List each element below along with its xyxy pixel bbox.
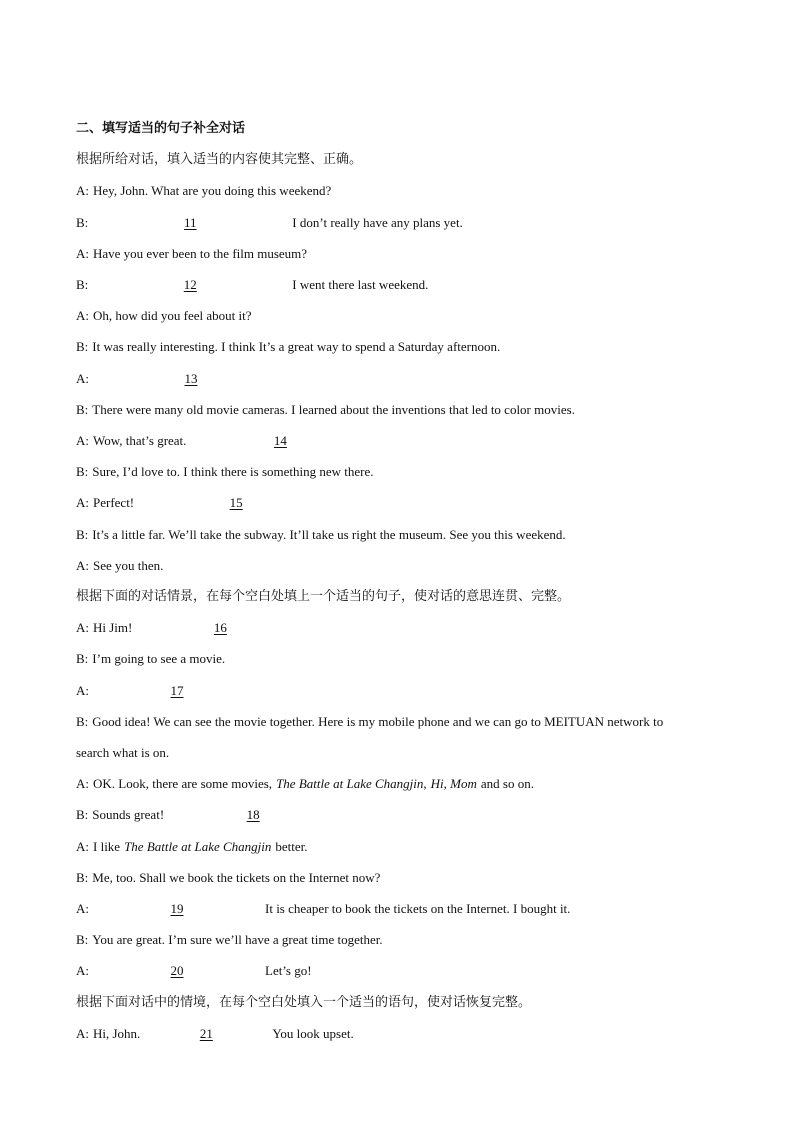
dialogue-line (76, 682, 261, 700)
dialogue-line (76, 900, 570, 918)
speaker-label: A: (76, 620, 89, 635)
line-text: You are great. I’m sure we’ll have a great time together. (92, 932, 383, 947)
answer-blank-12[interactable]: 12 (183, 277, 197, 292)
dialogue-line (76, 463, 374, 481)
speaker-label: A: (76, 371, 89, 386)
dialogue-line (76, 276, 428, 294)
line-text: There were many old movie cameras. I learned about the inventions that led to color movies. (92, 402, 575, 417)
line-text: It was really interesting. I think It’s a great way to spend a Saturday afternoon. (92, 339, 501, 354)
dialogue-line (76, 182, 331, 200)
speaker-label: B: (76, 339, 89, 354)
answer-blank-21[interactable]: 21 (199, 1026, 213, 1041)
dialogue-line (76, 775, 534, 793)
speaker-label: B: (76, 932, 89, 947)
speaker-label: A: (76, 433, 89, 448)
speaker-label: A: (76, 246, 89, 261)
dialogue-line (76, 838, 308, 856)
line-text: Perfect! (93, 495, 135, 510)
dialogue-line (76, 1025, 354, 1043)
dialogue-line (76, 869, 380, 887)
speaker-label: A: (76, 776, 89, 791)
speaker-label: B: (76, 807, 89, 822)
movie-title: The Battle at Lake Changjin (276, 776, 424, 791)
dialogue-line (76, 650, 225, 668)
dialogue-line (76, 557, 163, 575)
speaker-label: A: (76, 901, 89, 916)
line-text: It is cheaper to book the tickets on the Internet. I bought it. (265, 901, 571, 916)
dialogue-line (76, 214, 463, 232)
speaker-label: A: (76, 683, 89, 698)
speaker-label: A: (76, 495, 89, 510)
line-text: Good idea! We can see the movie together. Here is my mobile phone and we can go to MEITUAN network to (92, 714, 664, 729)
dialogue-line (76, 931, 383, 949)
dialogue-line (76, 338, 500, 356)
answer-blank-16[interactable]: 16 (213, 620, 227, 635)
line-text: See you then. (93, 558, 164, 573)
line-text: You look upset. (272, 1026, 354, 1041)
dialogue-line (76, 494, 334, 512)
line-text: search what is on. (76, 745, 170, 760)
part3-instruction: 根据下面对话中的情境，在每个空白处填入一个适当的语句，使对话恢复完整。 (76, 995, 532, 1010)
speaker-label: A: (76, 1026, 89, 1041)
line-text: Oh, how did you feel about it? (93, 308, 252, 323)
answer-blank-15[interactable]: 15 (229, 495, 243, 510)
part2-instruction: 根据下面的对话情景，在每个空白处填上一个适当的句子，使对话的意思连贯、完整。 (76, 589, 571, 604)
dialogue-line (76, 713, 663, 731)
line-text: Let’s go! (265, 963, 312, 978)
answer-blank-18[interactable]: 18 (246, 807, 260, 822)
movie-title: Hi, Mom (430, 776, 477, 791)
answer-blank-17[interactable]: 17 (170, 683, 184, 698)
line-text: Wow, that’s great. (93, 433, 187, 448)
speaker-label: B: (76, 215, 89, 230)
dialogue-line (76, 432, 370, 450)
line-text: better. (275, 839, 308, 854)
dialogue-line (76, 619, 304, 637)
dialogue-line (76, 744, 169, 762)
line-text: I’m going to see a movie. (92, 651, 226, 666)
section-title: 二、填写适当的句子补全对话 (76, 121, 246, 136)
movie-title: The Battle at Lake Changjin (124, 839, 272, 854)
line-text: Have you ever been to the film museum? (93, 246, 308, 261)
dialogue-line (76, 245, 307, 263)
dialogue-line (76, 370, 289, 388)
speaker-label: A: (76, 183, 89, 198)
line-text: Sure, I’d love to. I think there is something new there. (92, 464, 374, 479)
speaker-label: A: (76, 839, 89, 854)
dialogue-line (76, 806, 338, 824)
line-text: I don’t really have any plans yet. (292, 215, 463, 230)
line-text: It’s a little far. We’ll take the subway. It’ll take us right the museum. See you this weekend. (92, 527, 566, 542)
dialogue-line (76, 401, 575, 419)
answer-blank-13[interactable]: 13 (184, 371, 198, 386)
dialogue-line (76, 307, 252, 325)
line-text: I like (93, 839, 121, 854)
line-text: I went there last weekend. (292, 277, 429, 292)
speaker-label: B: (76, 277, 89, 292)
speaker-label: B: (76, 464, 89, 479)
comma: , (423, 776, 427, 791)
line-text: OK. Look, there are some movies, (93, 776, 273, 791)
speaker-label: B: (76, 402, 89, 417)
line-text: Hi, John. (93, 1026, 141, 1041)
speaker-label: A: (76, 558, 89, 573)
answer-blank-20[interactable]: 20 (170, 963, 184, 978)
speaker-label: A: (76, 963, 89, 978)
answer-blank-19[interactable]: 19 (170, 901, 184, 916)
line-text: Hey, John. What are you doing this weekend? (93, 183, 332, 198)
speaker-label: B: (76, 714, 89, 729)
speaker-label: B: (76, 870, 89, 885)
part1-instruction: 根据所给对话，填入适当的内容使其完整、正确。 (76, 152, 363, 167)
line-text: Me, too. Shall we book the tickets on the Internet now? (92, 870, 381, 885)
speaker-label: B: (76, 527, 89, 542)
speaker-label: A: (76, 308, 89, 323)
answer-blank-11[interactable]: 11 (184, 215, 197, 230)
line-text: Sounds great! (92, 807, 165, 822)
line-text: and so on. (480, 776, 534, 791)
dialogue-line (76, 526, 566, 544)
dialogue-line (76, 962, 312, 980)
answer-blank-14[interactable]: 14 (273, 433, 287, 448)
speaker-label: B: (76, 651, 89, 666)
line-text: Hi Jim! (93, 620, 133, 635)
